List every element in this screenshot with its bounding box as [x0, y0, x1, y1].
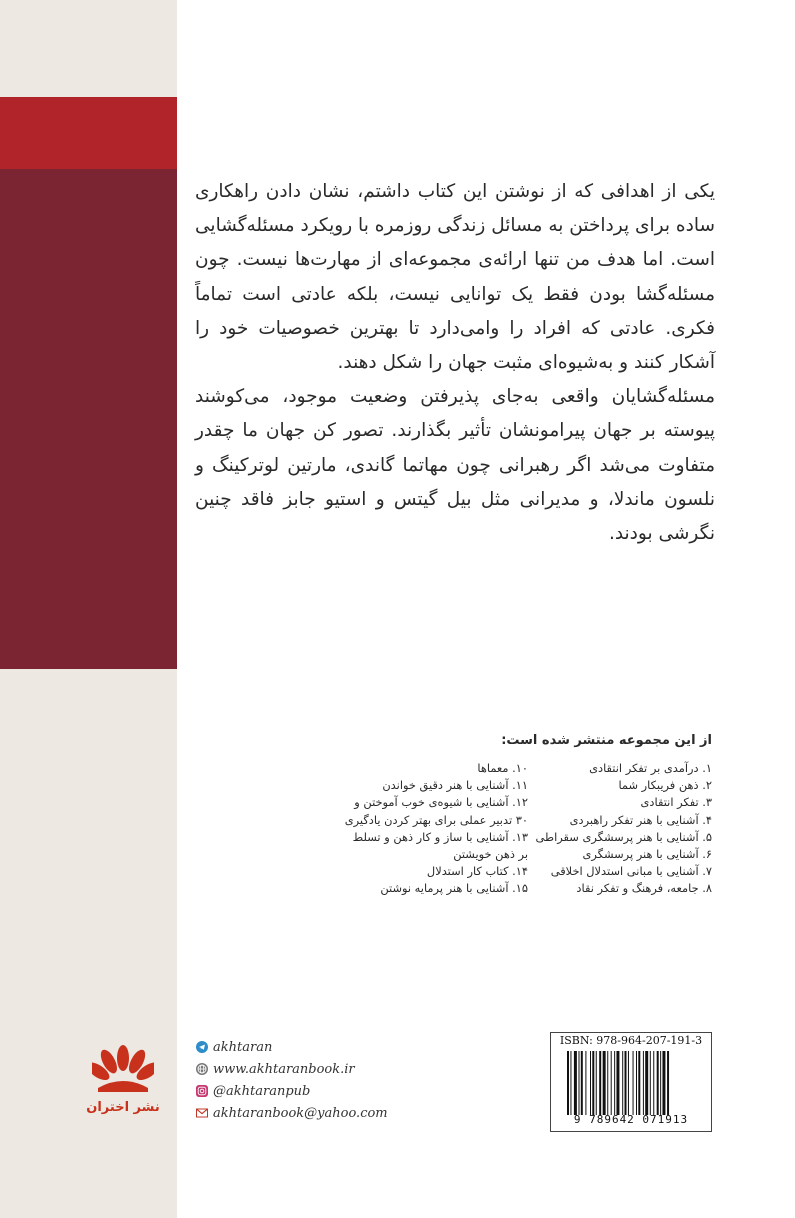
email-address: akhtaranbook@yahoo.com	[213, 1105, 388, 1121]
telegram-icon	[196, 1041, 208, 1053]
series-item: ۳. تفکر انتقادی	[640, 795, 712, 810]
series-item: ۱. درآمدی بر تفکر انتقادی	[589, 761, 712, 775]
instagram-handle: @akhtaranpub	[213, 1083, 311, 1099]
telegram-handle: akhtaran	[213, 1039, 273, 1055]
series-item: ۱۳. آشنایی با ساز و کار ذهن و تسلط	[352, 829, 528, 844]
series-item: ۵. آشنایی با هنر پرسشگری سقراطی	[535, 829, 712, 844]
series-item: ۶. آشنایی با هنر پرسشگری	[582, 847, 712, 862]
series-item: ۳۰ تدبیر عملی برای بهتر کردن یادگیری	[344, 812, 528, 827]
contact-list	[196, 1036, 456, 1124]
series-item: ۴. آشنایی با هنر تفکر راهبردی	[569, 812, 712, 827]
back-cover-blurb	[195, 175, 715, 551]
isbn-barcode-box	[550, 1032, 712, 1132]
series-item: ۷. آشنایی با مبانی استدلال اخلاقی	[550, 864, 712, 879]
telegram-contact[interactable]	[196, 1036, 456, 1058]
series-list-right	[535, 760, 712, 898]
blurb-paragraph-2: مسئله‌گشایان واقعی به‌جای پذیرفتن وضعیت موجود، می‌کوشند پیوسته بر جهان پیرامونشان تأثیر بگذارند. تصور کن جهان ما چقدر متفاوت می‌شد اگر رهبرانی چون مهاتما گاندی، مارتین لوترکینگ و نلسون ماندلا، و مدیرانی مثل بیل گیتس و استیو جابز فاقد چنین نگرشی بودند.	[195, 386, 715, 545]
publisher-name: نشر اختران	[86, 1100, 160, 1115]
series-item: ۱۰. معماها	[477, 761, 528, 775]
barcode-number: 9 789642 071913	[573, 1113, 689, 1126]
maroon-band	[0, 169, 177, 669]
series-list-left	[330, 760, 528, 898]
barcode-graphic	[565, 1051, 699, 1115]
globe-icon	[196, 1063, 208, 1075]
series-item: ۱۵. آشنایی با هنر پرمایه نوشتن	[380, 881, 528, 896]
isbn-label: ISBN: 978-964-207-191-3	[559, 1034, 703, 1047]
series-item: ۱۱. آشنایی با هنر دقیق خواندن	[382, 778, 528, 793]
series-item: ۱۴. کتاب کار استدلال	[426, 864, 528, 879]
series-item: ۱۲. آشنایی با شیوه‌ی خوب آموختن و	[354, 795, 528, 810]
series-item: ۸. جامعه، فرهنگ و تفکر نقاد	[576, 881, 712, 896]
series-title: از این مجموعه منتشر شده است:	[501, 733, 712, 748]
series-item: ۲. ذهن فریبکار شما	[618, 778, 712, 793]
mail-icon	[196, 1107, 208, 1119]
red-band	[0, 97, 177, 169]
series-item: بر ذهن خویشتن	[453, 847, 528, 862]
publisher-logo	[92, 1044, 154, 1094]
website-contact[interactable]	[196, 1058, 456, 1080]
blurb-paragraph-1: یکی از اهدافی که از نوشتن این کتاب داشتم، نشان دادن راهکاری ساده برای پرداختن به مسائل زندگی روزمره با رویکرد مسئله‌گشایی است. اما هدف من تنها ارائه‌ی مجموعه‌ای از مهارت‌ها نیست. چون مسئله‌گشا بودن فقط یک توانایی نیست، بلکه عادتی است تماماً فکری. عادتی که افراد را وامی‌دارد تا بهترین خصوصیات خود را آشکار کنند و به‌شیوه‌ای مثبت جهان را شکل دهند.	[195, 181, 715, 374]
instagram-contact[interactable]	[196, 1080, 456, 1102]
instagram-icon	[196, 1085, 208, 1097]
website-url: www.akhtaranbook.ir	[213, 1061, 355, 1077]
email-contact[interactable]	[196, 1102, 456, 1124]
